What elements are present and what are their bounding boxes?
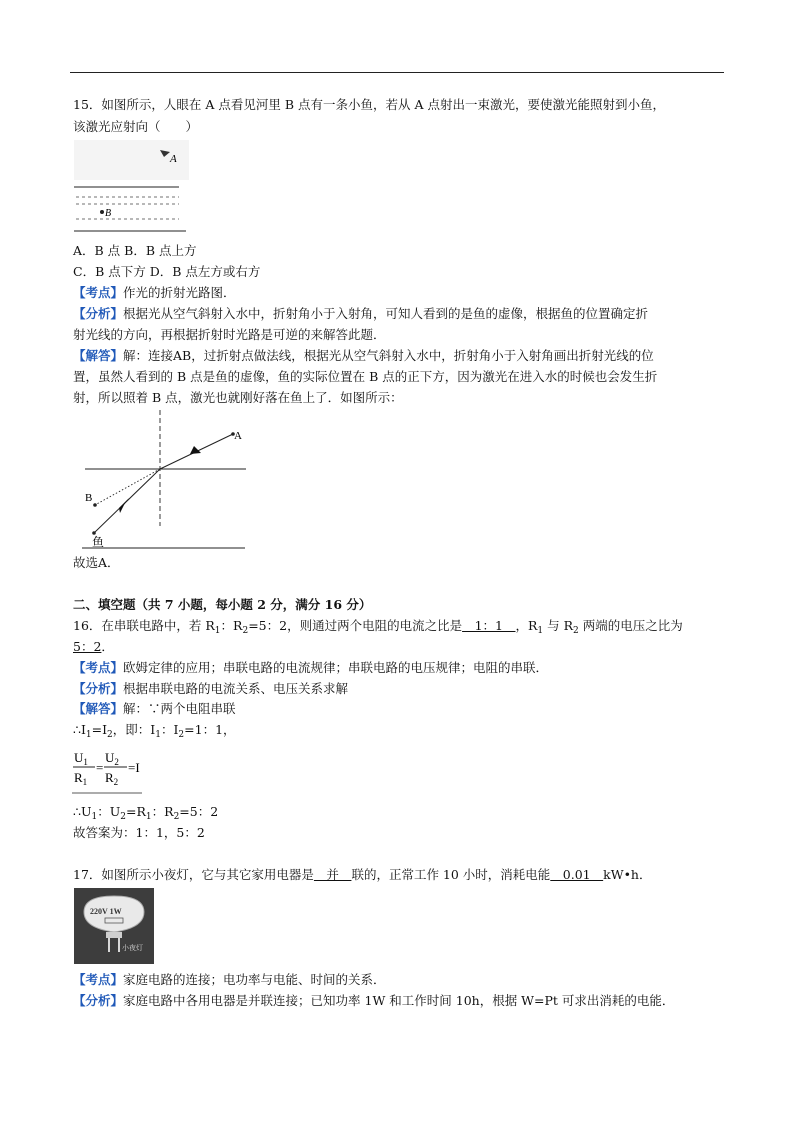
q16-text: ，R xyxy=(515,618,538,633)
kaodian-text: 家庭电路的连接；电功率与电能、时间的关系． xyxy=(123,972,386,987)
q16-fraction-equation xyxy=(72,745,152,797)
sub: 2 xyxy=(573,626,579,636)
sub: 2 xyxy=(173,812,180,822)
math: ：R xyxy=(151,804,174,819)
q16-text: =5：2，则通过两个电阻的电流之比是 xyxy=(248,618,463,633)
frac-r1: R xyxy=(74,770,83,785)
q15-options-1: A．B 点 B．B 点上方 xyxy=(73,243,197,258)
sub: 1 xyxy=(214,626,221,636)
q15-jieda-1 xyxy=(73,348,654,364)
q16-step-1 xyxy=(73,722,236,738)
q16-fenxi xyxy=(73,681,348,697)
fenxi-text: 根据串联电路的电流关系、电压关系求解 xyxy=(123,681,349,696)
q16-stem-2 xyxy=(73,639,114,655)
kaodian-text: 欧姆定律的应用；串联电路的电流规律；串联电路的电压规律；电阻的串联． xyxy=(123,660,549,675)
q15-fenxi-2: 射光线的方向，再根据折射时光路是可逆的来解答此题． xyxy=(73,327,386,342)
q17-text: 17．如图所示小夜灯，它与其它家用电器是 xyxy=(73,867,314,882)
math: ：I xyxy=(160,722,179,737)
kaodian-tag: 【考点】 xyxy=(73,285,124,300)
frac-r2: R xyxy=(105,770,114,785)
math: =I xyxy=(91,722,108,737)
sub: 1 xyxy=(83,757,88,767)
q17-kaodian xyxy=(73,972,386,988)
q16-text: ：R xyxy=(220,618,243,633)
kaodian-tag: 【考点】 xyxy=(73,972,124,987)
fenxi-tag: 【分析】 xyxy=(73,681,124,696)
frac-u1: U xyxy=(74,750,84,765)
svg-text:U2 xyxy=(105,750,119,767)
kaodian-tag: 【考点】 xyxy=(73,660,124,675)
q16-blank-2: 5：2 xyxy=(73,639,102,654)
frac-eq: = xyxy=(96,760,104,775)
sub: 1 xyxy=(145,812,152,822)
q15-kaodian xyxy=(73,285,236,301)
math: =R xyxy=(126,804,146,819)
kaodian-text: 作光的折射光路图． xyxy=(123,285,236,300)
fig1-label-a: A xyxy=(170,153,177,165)
q16-text: 16．在串联电路中，若 R xyxy=(73,618,215,633)
math: =5：2 xyxy=(179,804,219,819)
q17-blank-1: 并 xyxy=(313,867,352,882)
q15-fenxi-1 xyxy=(73,306,648,322)
q15-figure-2 xyxy=(82,408,252,550)
sub: 2 xyxy=(113,777,119,787)
fenxi-tag: 【分析】 xyxy=(73,306,124,321)
frac-u2: U xyxy=(105,750,115,765)
math: ：U xyxy=(97,804,121,819)
q16-text: 两端的电压之比为 xyxy=(578,618,683,633)
jieda-text: 解：连接AB，过折射点做法线，根据光从空气斜射入水中，折射角小于入射角画出折射光线的位 xyxy=(123,348,654,363)
q15-answer: 故选A． xyxy=(73,555,120,570)
q17-fenxi xyxy=(73,993,674,1009)
sub: 2 xyxy=(120,812,127,822)
q16-answer: 故答案为：1：1，5：2 xyxy=(73,825,205,840)
q17-text: kW•h． xyxy=(603,867,652,882)
sub: 2 xyxy=(242,626,249,636)
fig1-label-b: B xyxy=(105,208,112,219)
q15-jieda-2: 置，虽然人看到的 B 点是鱼的虚像，鱼的实际位置在 B 点的正下方，因为激光在进入水的时候也会发生折 xyxy=(73,369,658,384)
q16-jieda xyxy=(73,701,236,717)
q16-stem xyxy=(73,618,683,634)
q16-step-3 xyxy=(73,804,218,820)
lamp-rating: 220V 1W xyxy=(90,907,122,916)
math: ∴I xyxy=(73,722,86,737)
fig2-label-b: B xyxy=(85,492,93,504)
fig2-label-a: A xyxy=(234,430,242,442)
q17-stem xyxy=(73,867,652,883)
sub: 1 xyxy=(91,812,98,822)
header-rule xyxy=(70,72,724,73)
q16-kaodian xyxy=(73,660,548,676)
jieda-tag: 【解答】 xyxy=(73,701,124,716)
jieda-tag: 【解答】 xyxy=(73,348,124,363)
math: ，即：I xyxy=(112,722,156,737)
q16-blank-1: 1：1 xyxy=(462,618,516,633)
sub: 2 xyxy=(107,730,113,740)
lamp-label: 小夜灯 xyxy=(122,944,143,952)
fenxi-tag: 【分析】 xyxy=(73,993,124,1008)
math: ∴U xyxy=(73,804,92,819)
sub: 2 xyxy=(178,730,185,740)
q16-text: 与 R xyxy=(543,618,573,633)
math: =1：1， xyxy=(184,722,236,737)
q17-text: 联的，正常工作 10 小时，消耗电能 xyxy=(351,867,551,882)
q16-text: ． xyxy=(101,639,114,654)
q15-options-2: C．B 点下方 D．B 点左方或右方 xyxy=(73,264,261,279)
svg-text:R2 xyxy=(105,770,118,787)
q15-figure-1 xyxy=(74,140,189,235)
q15-stem-line2: 该激光应射向（ ） xyxy=(73,119,199,134)
section-title: 二、填空题（共 7 小题，每小题 2 分，满分 16 分） xyxy=(73,597,372,612)
fig2-label-fish: 鱼 xyxy=(92,535,105,549)
fenxi-text: 根据光从空气斜射入水中，折射角小于入射角，可知人看到的是鱼的虚像，根据鱼的位置确定折 xyxy=(123,306,649,321)
frac-rhs: =I xyxy=(128,760,140,775)
sub: 1 xyxy=(82,777,88,787)
sub: 1 xyxy=(85,730,92,740)
sub: 1 xyxy=(537,626,544,636)
fenxi-text: 家庭电路中各用电器是并联连接；已知功率 1W 和工作时间 10h，根据 W=Pt 可求出消耗的电能． xyxy=(123,993,675,1008)
svg-text:R1 xyxy=(74,770,87,787)
jieda-text: 解：∵两个电阻串联 xyxy=(123,701,236,716)
sub: 1 xyxy=(155,730,161,740)
q15-jieda-3: 射，所以照着 B 点，激光也就刚好落在鱼上了．如图所示： xyxy=(73,390,403,405)
sub: 2 xyxy=(114,757,119,767)
night-lamp-image xyxy=(74,888,154,964)
q15-stem-line1: 15．如图所示，人眼在 A 点看见河里 B 点有一条小鱼，若从 A 点射出一束激光，要使激光能照射到小鱼， xyxy=(73,97,665,112)
q17-blank-2: 0.01 xyxy=(550,867,604,882)
svg-text:U1 xyxy=(74,750,88,767)
